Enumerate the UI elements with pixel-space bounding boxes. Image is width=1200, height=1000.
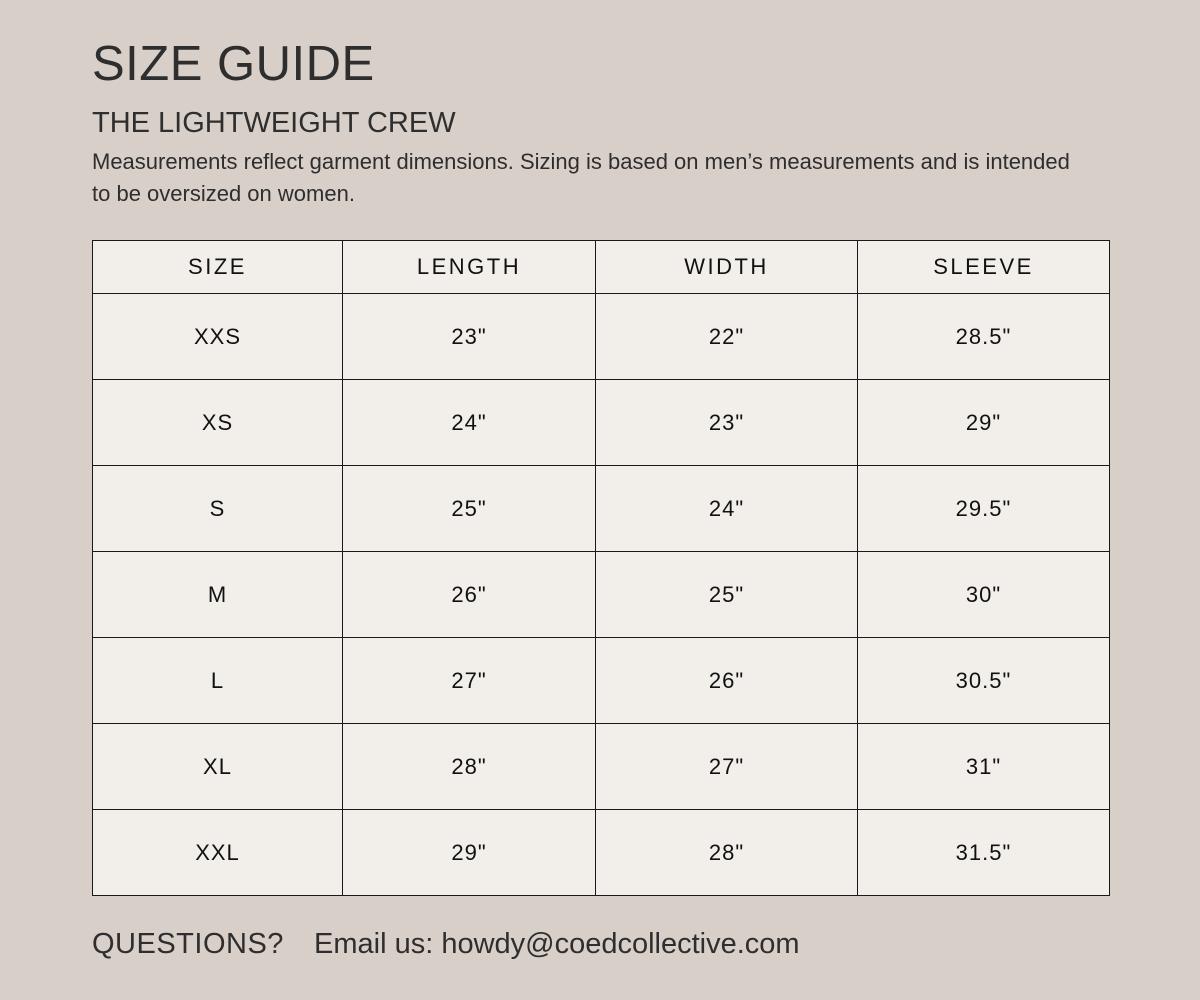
size-cell: XS: [93, 380, 343, 466]
questions-label: QUESTIONS?: [92, 928, 284, 960]
table-row: [93, 638, 1110, 724]
contact-email[interactable]: Email us: howdy@coedcollective.com: [314, 928, 800, 960]
length-cell: 25": [343, 466, 596, 552]
size-table: [92, 240, 1110, 896]
length-cell: 29": [343, 810, 596, 896]
size-cell: S: [93, 466, 343, 552]
contact-footer: [92, 928, 800, 961]
sleeve-cell: 30.5": [858, 638, 1110, 724]
product-name: THE LIGHTWEIGHT CREW: [92, 107, 456, 139]
length-cell: 28": [343, 724, 596, 810]
size-cell: M: [93, 552, 343, 638]
width-cell: 28": [596, 810, 858, 896]
sleeve-cell: 28.5": [858, 294, 1110, 380]
sleeve-cell: 31.5": [858, 810, 1110, 896]
size-table-container: [92, 240, 1109, 896]
sleeve-cell: 29.5": [858, 466, 1110, 552]
table-row: [93, 466, 1110, 552]
sleeve-cell: 30": [858, 552, 1110, 638]
width-cell: 25": [596, 552, 858, 638]
column-header-length: LENGTH: [343, 241, 596, 294]
column-header-sleeve: SLEEVE: [858, 241, 1110, 294]
size-cell: XL: [93, 724, 343, 810]
table-header-row: [93, 241, 1110, 294]
size-cell: XXL: [93, 810, 343, 896]
length-cell: 27": [343, 638, 596, 724]
width-cell: 22": [596, 294, 858, 380]
width-cell: 26": [596, 638, 858, 724]
page-title: SIZE GUIDE: [92, 37, 375, 91]
column-header-size: SIZE: [93, 241, 343, 294]
sleeve-cell: 29": [858, 380, 1110, 466]
size-cell: XXS: [93, 294, 343, 380]
table-row: [93, 552, 1110, 638]
width-cell: 23": [596, 380, 858, 466]
table-row: [93, 724, 1110, 810]
size-cell: L: [93, 638, 343, 724]
length-cell: 24": [343, 380, 596, 466]
width-cell: 24": [596, 466, 858, 552]
table-row: [93, 294, 1110, 380]
table-row: [93, 380, 1110, 466]
sleeve-cell: 31": [858, 724, 1110, 810]
table-row: [93, 810, 1110, 896]
measurement-note: Measurements reflect garment dimensions. Sizing is based on men’s measurements and is intended to be oversized on women.: [92, 149, 1070, 206]
length-cell: 23": [343, 294, 596, 380]
column-header-width: WIDTH: [596, 241, 858, 294]
length-cell: 26": [343, 552, 596, 638]
width-cell: 27": [596, 724, 858, 810]
